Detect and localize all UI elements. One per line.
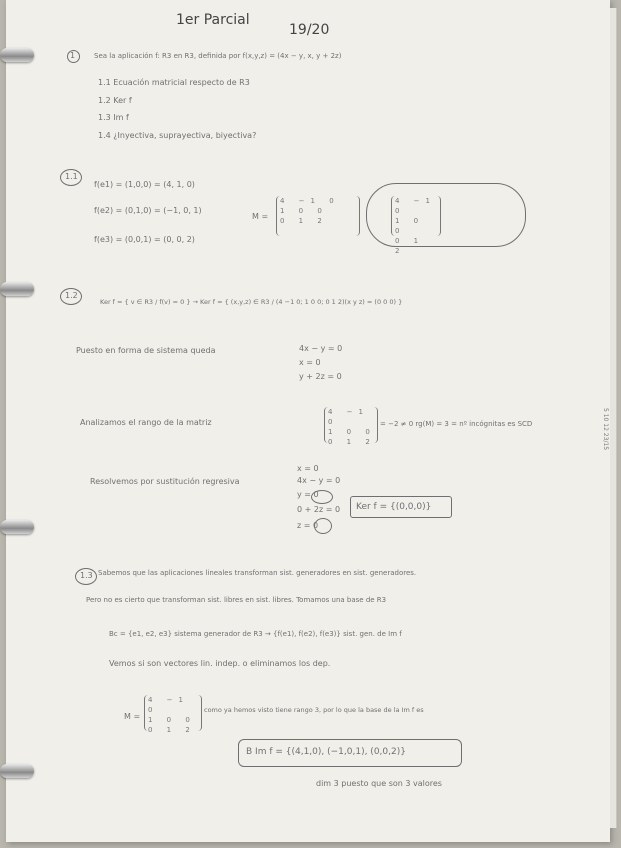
circled-value <box>311 490 333 504</box>
solve-step: 4x − y = 0 <box>297 476 341 485</box>
kernel-result: Ker f = {(0,0,0)} <box>356 502 432 512</box>
explanation-line-3: Bc = {e1, e2, e3} sistema generador de R3 → {f(e1), f(e2), f(e3)} sist. gen. de Im f <box>109 630 402 638</box>
solve-step: y = 0 <box>297 490 319 499</box>
dimension-note: dim 3 puesto que son 3 valores <box>316 779 442 788</box>
image-line-1: f(e1) = (1,0,0) = (4, 1, 0) <box>94 180 195 189</box>
matrix-row: 0 1 2 <box>395 237 425 255</box>
matrix-label: M = <box>124 712 141 721</box>
matrix-row: 4 −1 0 <box>395 197 436 215</box>
margin-note: 5 10 12 23/15 <box>602 408 609 451</box>
subquestion-1-2: 1.2 Ker f <box>98 96 132 105</box>
section-label: 1.3 <box>80 571 93 580</box>
matrix-row: 0 1 2 <box>148 726 196 734</box>
image-line-3: f(e3) = (0,0,1) = (0, 0, 2) <box>94 235 195 244</box>
image-line-2: f(e2) = (0,1,0) = (−1, 0, 1) <box>94 206 202 215</box>
solve-intro: Resolvemos por sustitución regresiva <box>90 477 240 486</box>
subquestion-1-3: 1.3 Im f <box>98 113 129 122</box>
question-statement: Sea la aplicación f: R3 en R3, definida por f(x,y,z) = (4x − y, x, y + 2z) <box>94 52 342 60</box>
matrix-label: M = <box>252 212 269 221</box>
matrix-note: como ya hemos visto tiene rango 3, por lo que la base de la Im f es <box>204 706 424 714</box>
system-eq-1: 4x − y = 0 <box>299 344 343 353</box>
section-label: 1.1 <box>65 172 78 181</box>
exam-page <box>6 0 610 842</box>
explanation-line-2: Pero no es cierto que transforman sist. libres en sist. libres. Tomamos una base de R3 <box>86 596 387 604</box>
matrix-row: 4 −1 0 <box>328 408 369 426</box>
rank-matrix <box>324 407 378 446</box>
exam-title: 1er Parcial <box>176 12 250 28</box>
matrix-equation-circle <box>366 183 526 247</box>
matrix-row: 1 0 0 <box>280 207 328 215</box>
page-edge <box>610 8 617 828</box>
matrix-row: 0 1 2 <box>328 438 376 446</box>
matrix-row: 1 0 0 <box>148 716 196 724</box>
binder-ring <box>0 48 34 62</box>
system-eq-2: x = 0 <box>299 358 321 367</box>
transformation-matrix <box>276 196 360 236</box>
rank-result: = −2 ≠ 0 rg(M) = 3 = nº incógnitas es SCD <box>380 420 533 428</box>
solve-step: x = 0 <box>297 464 319 473</box>
system-eq-3: y + 2z = 0 <box>299 372 342 381</box>
solve-step: z = 0 <box>297 521 319 530</box>
binder-ring <box>0 520 34 534</box>
matrix-row: 1 0 0 <box>328 428 376 436</box>
matrix-row: 0 1 2 <box>280 217 328 225</box>
image-basis: B Im f = {(4,1,0), (−1,0,1), (0,0,2)} <box>246 747 406 757</box>
subquestion-1-4: 1.4 ¿Inyectiva, suprayectiva, biyectiva? <box>98 131 257 140</box>
binder-ring <box>0 282 34 296</box>
explanation-line-4: Vemos si son vectores lin. indep. o eliminamos los dep. <box>109 659 331 668</box>
solve-step: 0 + 2z = 0 <box>297 505 341 514</box>
exam-date: 19/20 <box>289 22 330 38</box>
question-number: 1 <box>70 51 76 60</box>
image-matrix <box>144 695 202 734</box>
matrix-row: 1 0 0 <box>395 217 425 235</box>
system-intro: Puesto en forma de sistema queda <box>76 346 216 355</box>
matrix-row: 4 −1 0 <box>280 197 340 205</box>
subquestion-1-1: 1.1 Ecuación matricial respecto de R3 <box>98 78 250 87</box>
matrix-row: 4 −1 0 <box>148 696 189 714</box>
section-label: 1.2 <box>65 291 78 300</box>
kernel-definition: Ker f = { v ∈ R3 / f(v) = 0 } → Ker f = { (x,y,z) ∈ R3 / (4 −1 0; 1 0 0; 0 1 2)(x y z) = (0 0 0) } <box>100 298 403 306</box>
circled-value <box>314 518 332 534</box>
rank-intro: Analizamos el rango de la matriz <box>80 418 212 427</box>
explanation-line-1: Sabemos que las aplicaciones lineales transforman sist. generadores en sist. generadores. <box>98 569 417 577</box>
binder-ring <box>0 764 34 778</box>
equation-matrix <box>391 196 441 255</box>
